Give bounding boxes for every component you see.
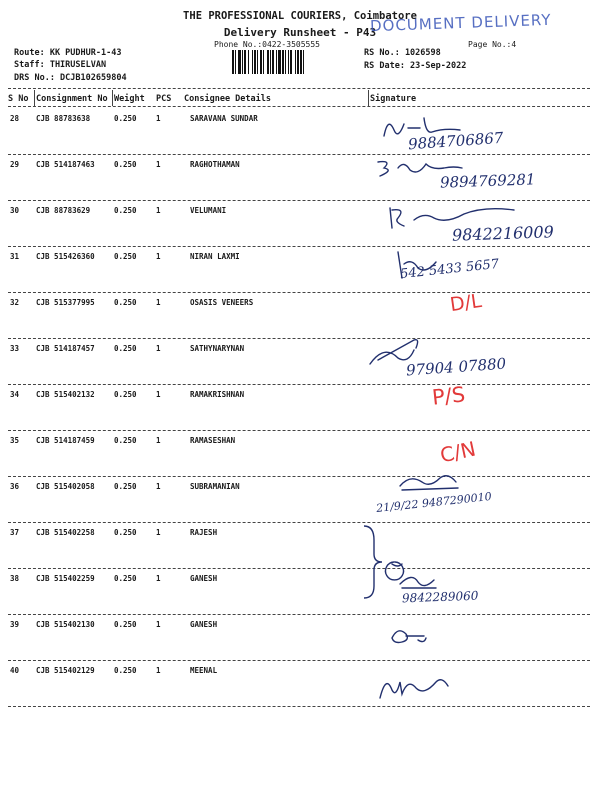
row-consignment-no: CJB 515402259 [36,574,95,583]
row-pcs: 1 [156,298,161,307]
route-label: Route: KK PUDHUR-1-43 [14,48,122,58]
row-sno: 37 [10,528,20,537]
row-pcs: 1 [156,206,161,215]
row-sno: 29 [10,160,20,169]
row-sno: 38 [10,574,20,583]
row-consignee: RAGHOTHAMAN [190,160,240,169]
row-pcs: 1 [156,528,161,537]
signature-scribble [364,334,504,374]
row-divider [8,154,590,155]
row-sno: 40 [10,666,20,675]
signature-scribble [384,202,524,242]
col-rule [34,90,35,106]
header-divider-top [8,88,590,89]
col-consignment: Consignment No [36,94,108,104]
row-consignee: GANESH [190,574,218,583]
rs-number: RS No.: 1026598 [364,48,441,58]
row-consignment-no: CJB 88783629 [36,206,91,215]
row-consignee: GANESH [190,620,218,629]
row-divider [8,614,590,615]
row-consignee: MEENAL [190,666,218,675]
row-divider [8,384,590,385]
row-sno: 33 [10,344,20,353]
handwritten-note: 542 5433 5657 [399,256,500,283]
row-weight: 0.250 [114,206,137,215]
document-delivery-stamp: DOCUMENT DELIVERY [369,10,552,36]
signature-scribble [396,468,536,508]
row-weight: 0.250 [114,390,137,399]
row-weight: 0.250 [114,344,137,353]
page-number: Page No.:4 [468,40,517,49]
row-consignee: OSASIS VENEERS [190,298,254,307]
runsheet-title: Delivery Runsheet - P43 [223,26,377,39]
row-sno: 39 [10,620,20,629]
signature-scribble [376,668,516,708]
row-consignment-no: CJB 515402130 [36,620,95,629]
row-pcs: 1 [156,574,161,583]
phone-number: Phone No.:0422-3505555 [214,40,320,49]
row-consignee: SATHYNARYNAN [190,344,245,353]
row-weight: 0.250 [114,114,137,123]
row-sno: 31 [10,252,20,261]
handwritten-bracket [360,520,390,600]
col-weight: Weight [114,94,145,104]
handwritten-note: 9842289060 [401,588,479,606]
col-signature: Signature [370,94,417,104]
handwritten-note: 9884706867 [407,128,504,154]
row-consignment-no: CJB 514187457 [36,344,95,353]
row-pcs: 1 [156,114,161,123]
row-consignment-no: CJB 515402258 [36,528,95,537]
signature-scribble [388,624,528,664]
row-consignee: SARAVANA SUNDAR [190,114,258,123]
handwritten-note: 9894769281 [439,170,536,192]
drs-number: DRS No.: DCJB102659804 [14,73,127,83]
row-consignee: VELUMANI [190,206,227,215]
row-consignment-no: CJB 515377995 [36,298,95,307]
row-pcs: 1 [156,666,161,675]
row-pcs: 1 [156,436,161,445]
row-consignee: RAJESH [190,528,218,537]
barcode [232,50,356,74]
row-divider [8,246,590,247]
row-pcs: 1 [156,620,161,629]
row-divider [8,522,590,523]
row-consignment-no: CJB 515426360 [36,252,95,261]
handwritten-note: C/N [437,436,478,468]
signature-scribble [392,248,532,288]
row-pcs: 1 [156,160,161,169]
row-pcs: 1 [156,344,161,353]
row-consignment-no: CJB 88783638 [36,114,91,123]
row-divider [8,430,590,431]
row-sno: 30 [10,206,20,215]
row-weight: 0.250 [114,666,137,675]
company-title: THE PROFESSIONAL COURIERS, Coimbatore [183,10,417,22]
row-sno: 28 [10,114,20,123]
handwritten-note: P/S [430,382,467,410]
row-pcs: 1 [156,252,161,261]
row-weight: 0.250 [114,298,137,307]
handwritten-note: 97904 07880 [405,354,507,380]
row-sno: 32 [10,298,20,307]
row-consignment-no: CJB 514187463 [36,160,95,169]
staff-label: Staff: THIRUSELVAN [14,60,107,70]
row-weight: 0.250 [114,620,137,629]
row-consignee: RAMAKRISHNAN [190,390,245,399]
row-sno: 35 [10,436,20,445]
row-weight: 0.250 [114,528,137,537]
row-divider [8,200,590,201]
row-consignee: SUBRAMANIAN [190,482,240,491]
row-divider [8,292,590,293]
signature-scribble [394,570,534,610]
row-weight: 0.250 [114,436,137,445]
row-consignment-no: CJB 515402132 [36,390,95,399]
signature-scribble [380,114,520,154]
signature-scribble [374,156,514,196]
row-weight: 0.250 [114,252,137,261]
row-sno: 34 [10,390,20,399]
barcode-bar [304,50,306,74]
col-rule [368,90,369,106]
row-weight: 0.250 [114,574,137,583]
row-pcs: 1 [156,482,161,491]
rs-date: RS Date: 23-Sep-2022 [364,61,467,71]
row-consignment-no: CJB 515402129 [36,666,95,675]
row-weight: 0.250 [114,482,137,491]
handwritten-note: D/L [448,289,484,317]
col-consignee: Consignee Details [184,94,271,104]
row-sno: 36 [10,482,20,491]
row-consignee: RAMASESHAN [190,436,236,445]
col-pcs: PCS [156,94,172,104]
row-pcs: 1 [156,390,161,399]
handwritten-note: 9842216009 [451,222,555,245]
header-divider-bottom [8,106,590,107]
row-consignee: NIRAN LAXMI [190,252,240,261]
row-consignment-no: CJB 515402058 [36,482,95,491]
handwritten-note: 21/9/22 9487290010 [375,489,493,516]
col-sno: S No [8,94,29,104]
row-weight: 0.250 [114,160,137,169]
col-rule [112,90,113,106]
row-consignment-no: CJB 514187459 [36,436,95,445]
